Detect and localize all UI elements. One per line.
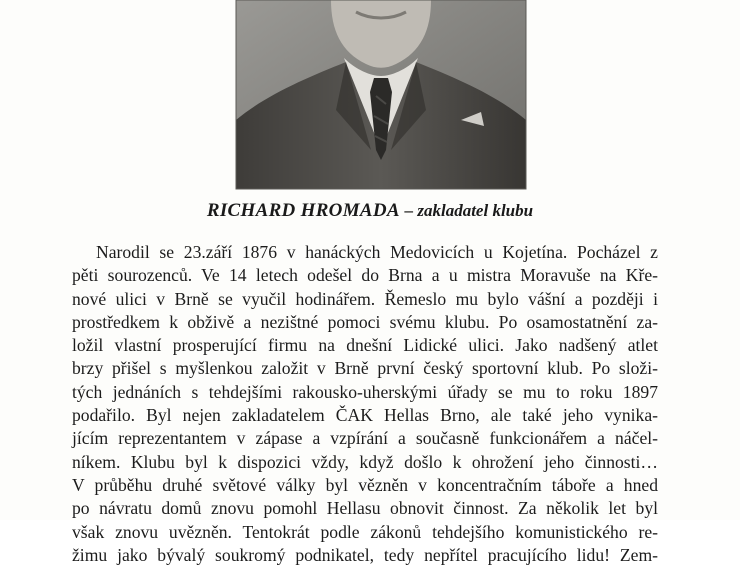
text-line: ložil vlastní prosperující firmu na dnešní Lidické ulici. Jako nadšený atlet bbox=[72, 335, 658, 356]
text-line: žimu jako bývalý soukromý podnikatel, tedy nepřítel pracujícího lidu! Zem- bbox=[72, 544, 658, 565]
text-line: níkem. Klubu byl k dispozici vždy, když došlo k ohrožení jeho činnosti… bbox=[72, 451, 658, 472]
text-line: však znovu uvězněn. Tentokrát podle zákonů tehdejšího komunistického re- bbox=[72, 521, 658, 542]
text-line: jícím reprezentantem v zápase a vzpírání a současně funkcionářem a náčel- bbox=[72, 428, 658, 449]
text-line: brzy přišel s myšlenkou založit v Brně první český sportovní klub. Po složi- bbox=[72, 358, 658, 379]
portrait-illustration bbox=[236, 0, 526, 189]
caption-name: RICHARD HROMADA bbox=[206, 200, 400, 221]
text-line: tých jednáních s tehdejšími rakousko-uherskými úřady se mu to roku 1897 bbox=[72, 381, 658, 402]
text-line: nové ulici v Brně se vyučil hodinářem. Řemeslo mu bylo vášní a později i bbox=[72, 288, 658, 309]
biography-text bbox=[72, 241, 658, 565]
text-line: pěti sourozenců. Ve 14 letech odešel do Brna a u mistra Moravuše na Kře- bbox=[72, 265, 658, 286]
text-line: podařilo. Byl nejen zakladatelem ČAK Hellas Brno, ale také jeho vynika- bbox=[72, 405, 658, 426]
text-line: Narodil se 23.září 1876 v hanáckých Medovicích u Kojetína. Pocházel z bbox=[96, 242, 658, 262]
caption-role: – zakladatel klubu bbox=[404, 201, 534, 220]
text-line: V průběhu druhé světové války byl vězněn v koncentračním táboře a hned bbox=[72, 474, 658, 495]
photo-caption bbox=[0, 199, 740, 223]
portrait-photo bbox=[236, 0, 526, 189]
text-line: po návratu domů znovu pomohl Hellasu obnovit činnost. Za několik let byl bbox=[72, 498, 658, 519]
text-line: prostředkem k obživě a nezištné pomoci svému klubu. Po osamostatnění za- bbox=[72, 311, 658, 332]
